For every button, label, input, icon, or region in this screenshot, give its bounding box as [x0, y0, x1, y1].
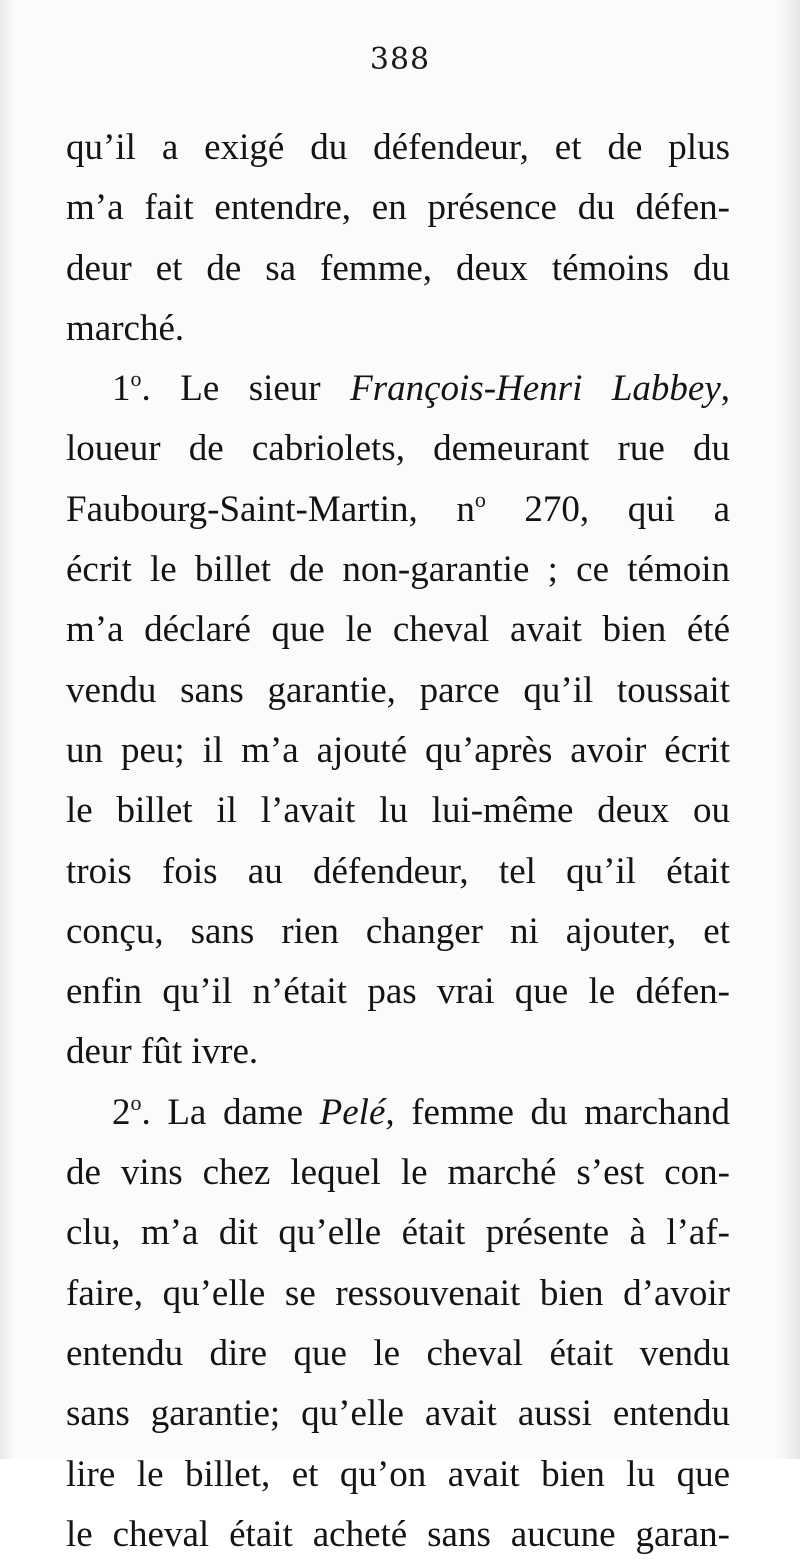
- text-run: 270, qui a: [485, 488, 731, 530]
- ordinal-sup: o: [130, 366, 142, 392]
- paragraph-1-first-line: [66, 359, 730, 419]
- text-line: qu’il a exigé du défendeur, et de plus: [66, 127, 730, 168]
- text-line: faire, qu’elle se ressouvenait bien d’avoir: [66, 1272, 730, 1314]
- person-name: François-Henri Labbey: [350, 368, 721, 410]
- text-run: femme du marchand: [394, 1091, 730, 1133]
- text-line: sans garantie; qu’elle avait aussi entendu: [66, 1393, 730, 1435]
- text-line: trois fois au défendeur, tel qu’il était: [66, 850, 730, 892]
- text-line: lire le billet, et qu’on avait bien lu que: [66, 1453, 730, 1495]
- item-number: 1: [112, 368, 131, 410]
- text-line: vendu sans garantie, parce qu’il toussait: [66, 669, 730, 711]
- text-line: entendu dire que le cheval était vendu: [66, 1332, 730, 1374]
- text-line: clu, m’a dit qu’elle était présente à l’af-: [66, 1212, 730, 1254]
- body-text: [66, 118, 730, 1565]
- item-number: 2: [112, 1091, 131, 1133]
- text-line: loueur de cabriolets, demeurant rue du: [66, 428, 730, 470]
- text-line: deur et de sa femme, deux témoins du: [66, 247, 730, 289]
- paragraph-2-first-line: [66, 1083, 730, 1143]
- page-edge-left: [0, 0, 14, 1459]
- text-line: m’a fait entendre, en présence du défen-: [66, 187, 730, 229]
- text-line: un peu; il m’a ajouté qu’après avoir écrit: [66, 729, 730, 771]
- page-edge-right: [778, 0, 800, 1459]
- text-run: . La dame: [141, 1091, 320, 1133]
- text-line: écrit le billet de non-garantie ; ce témoin: [66, 549, 730, 591]
- text-run: ,: [720, 368, 730, 410]
- number-sup: o: [474, 486, 486, 512]
- text-line: enfin qu’il n’était pas vrai que le défen-: [66, 971, 730, 1013]
- page-number: 388: [369, 42, 431, 77]
- text-line: le cheval était acheté sans aucune garan-: [66, 1513, 730, 1555]
- ordinal-sup: o: [130, 1089, 142, 1115]
- text-run: . Le sieur: [141, 368, 351, 410]
- text-run: Faubourg-Saint-Martin, n: [66, 488, 475, 530]
- person-name: Pelé,: [319, 1091, 395, 1133]
- text-line: m’a déclaré que le cheval avait bien été: [66, 609, 730, 651]
- text-line-address: [66, 480, 730, 540]
- text-line: deur fût ivre.: [66, 1031, 259, 1073]
- text-line: de vins chez lequel le marché s’est con-: [66, 1152, 730, 1194]
- text-line: conçu, sans rien changer ni ajouter, et: [66, 910, 730, 952]
- text-line: le billet il l’avait lu lui-même deux ou: [66, 790, 730, 832]
- text-line: marché.: [66, 307, 185, 349]
